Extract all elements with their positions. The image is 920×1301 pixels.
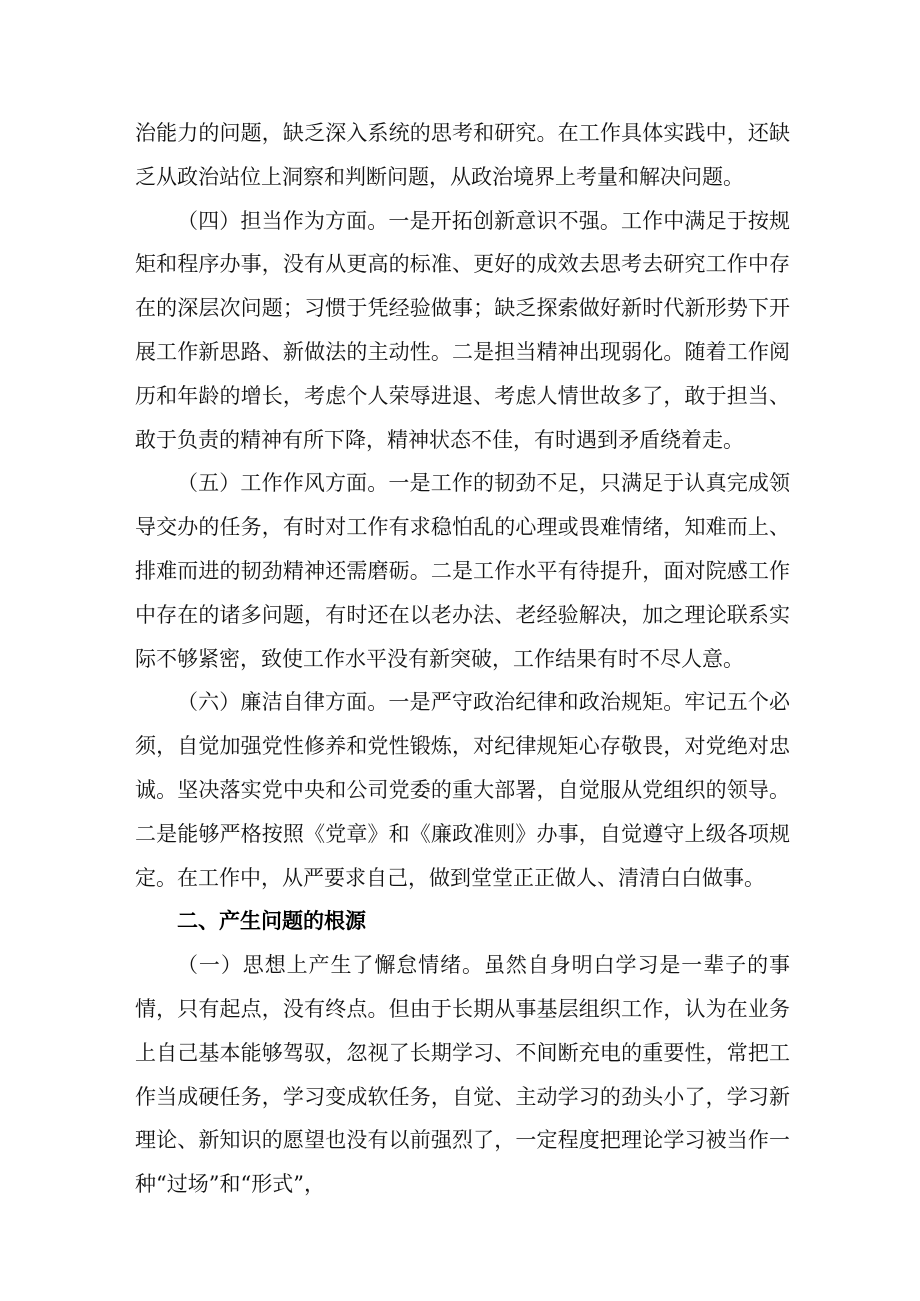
document-body	[135, 112, 790, 1207]
paragraph-continuation: 治能力的问题，缺乏深入系统的思考和研究。在工作具体实践中，还缺乏从政治站位上洞察和判断问题，从政治境界上考量和解决问题。	[135, 121, 790, 189]
paragraph-responsibility: （四）担当作为方面。一是开拓创新意识不强。工作中满足于按规矩和程序办事，没有从更高的标准、更好的成效去思考去研究工作中存在的深层次问题；习惯于凭经验做事；缺乏探索做好新时代新形势下开展工作新思路、新做法的主动性。二是担当精神出现弱化。随着工作阅历和年龄的增长，考虑个人荣辱进退、考虑人情世故多了，敢于担当、敢于负责的精神有所下降，精神状态不佳，有时遇到矛盾绕着走。	[135, 208, 790, 452]
paragraph-integrity: （六）廉洁自律方面。一是严守政治纪律和政治规矩。牢记五个必须，自觉加强党性修养和党性锻炼，对纪律规矩心存敬畏，对党绝对忠诚。坚决落实党中央和公司党委的重大部署，自觉服从党组织的领导。二是能够严格按照《党章》和《廉政准则》办事，自觉遵守上级各项规定。在工作中，从严要求自己，做到堂堂正正做人、清清白白做事。	[135, 690, 790, 890]
paragraph-work-style: （五）工作作风方面。一是工作的韧劲不足，只满足于认真完成领导交办的任务，有时对工作有求稳怕乱的心理或畏难情绪，知难而上、排难而进的韧劲精神还需磨砺。二是工作水平有待提升，面对院感工作中存在的诸多问题，有时还在以老办法、老经验解决，加之理论联系实际不够紧密，致使工作水平没有新突破，工作结果有时不尽人意。	[135, 471, 790, 671]
paragraph-root-cause-thinking: （一）思想上产生了懈怠情绪。虽然自身明白学习是一辈子的事情，只有起点，没有终点。但由于长期从事基层组织工作，认为在业务上自己基本能够驾驭，忽视了长期学习、不间断充电的重要性，常把工作当成硬任务，学习变成软任务，自觉、主动学习的劲头小了，学习新理论、新知识的愿望也没有以前强烈了，一定程度把理论学习被当作一种“过场”和“形式”，	[135, 953, 790, 1197]
section-heading: 二、产生问题的根源	[177, 909, 366, 934]
